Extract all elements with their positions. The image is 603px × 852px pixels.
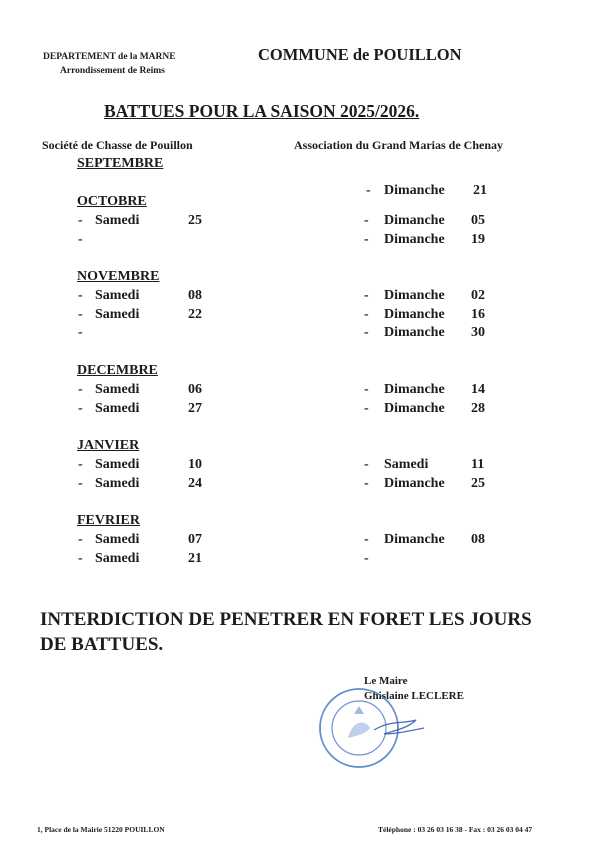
right-date: 21	[473, 183, 487, 198]
official-stamp	[312, 684, 437, 784]
right-date: 11	[471, 457, 485, 472]
right-day: Samedi	[384, 457, 429, 472]
right-day: Dimanche	[384, 532, 445, 547]
right-date: 19	[471, 231, 485, 247]
right-date: 14	[471, 382, 485, 397]
left-dash: -	[78, 325, 83, 341]
left-date: 06	[188, 382, 202, 397]
left-dash: -	[78, 400, 83, 416]
mayor-name: Ghislaine LECLERE	[364, 690, 464, 702]
left-day: Samedi	[95, 382, 140, 397]
footer-contact: Téléphone : 03 26 03 16 38 - Fax : 03 26 03 04 47	[378, 825, 533, 834]
left-date: 27	[188, 400, 202, 416]
right-dash: -	[364, 550, 369, 566]
department-label: DEPARTEMENT de la MARNE	[43, 52, 176, 62]
right-dash: -	[366, 183, 371, 198]
footer-address: 1, Place de la Mairie 51220 POUILLON	[37, 825, 165, 834]
right-day: Dimanche	[384, 400, 445, 416]
right-day: Dimanche	[384, 231, 445, 247]
left-day: Samedi	[95, 457, 140, 472]
right-dash: -	[364, 325, 369, 341]
right-date: 28	[471, 400, 485, 416]
right-dash: -	[364, 400, 369, 416]
left-dash: -	[78, 382, 83, 397]
forest-ban-notice: INTERDICTION DE PENETRER EN FORET LES JOURS DE BATTUES.	[40, 609, 532, 655]
right-day: Dimanche	[384, 183, 445, 198]
left-date: 22	[188, 306, 202, 322]
right-dash: -	[364, 532, 369, 547]
right-dash: -	[364, 288, 369, 303]
left-dash: -	[78, 231, 83, 247]
left-organization: Société de Chasse de Pouillon	[42, 138, 193, 152]
right-date: 16	[471, 306, 485, 322]
right-date: 30	[471, 325, 485, 341]
right-dash: -	[364, 382, 369, 397]
month-heading: NOVEMBRE	[77, 269, 160, 284]
right-dash: -	[364, 306, 369, 322]
right-date: 08	[471, 532, 485, 547]
right-date: 25	[471, 475, 485, 491]
left-day: Samedi	[95, 288, 140, 303]
left-day: Samedi	[95, 475, 140, 491]
right-day: Dimanche	[384, 382, 445, 397]
right-dash: -	[364, 457, 369, 472]
right-day: Dimanche	[384, 288, 445, 303]
month-heading: OCTOBRE	[77, 194, 147, 209]
left-day: Samedi	[95, 213, 140, 228]
right-date: 05	[471, 213, 485, 228]
right-dash: -	[364, 213, 369, 228]
left-date: 10	[188, 457, 202, 472]
left-date: 07	[188, 532, 202, 547]
month-heading: JANVIER	[77, 438, 140, 453]
right-day: Dimanche	[384, 306, 445, 322]
left-date: 25	[188, 213, 202, 228]
right-dash: -	[364, 231, 369, 247]
left-dash: -	[78, 550, 83, 566]
left-dash: -	[78, 306, 83, 322]
left-dash: -	[78, 213, 83, 228]
left-date: 21	[188, 550, 202, 566]
left-dash: -	[78, 288, 83, 303]
left-day: Samedi	[95, 400, 140, 416]
left-date: 08	[188, 288, 202, 303]
left-day: Samedi	[95, 550, 140, 566]
left-date: 24	[188, 475, 202, 491]
left-dash: -	[78, 532, 83, 547]
left-dash: -	[78, 457, 83, 472]
page-title: BATTUES POUR LA SAISON 2025/2026.	[104, 101, 420, 121]
right-dash: -	[364, 475, 369, 491]
right-day: Dimanche	[384, 213, 445, 228]
right-organization: Association du Grand Marias de Chenay	[294, 138, 504, 152]
right-day: Dimanche	[384, 475, 445, 491]
month-heading: SEPTEMBRE	[77, 156, 164, 171]
left-dash: -	[78, 475, 83, 491]
right-day: Dimanche	[384, 325, 445, 341]
left-day: Samedi	[95, 532, 140, 547]
arrondissement-label: Arrondissement de Reims	[60, 66, 165, 76]
left-day: Samedi	[95, 306, 140, 322]
mayor-role: Le Maire	[364, 675, 408, 687]
month-heading: DECEMBRE	[77, 363, 158, 378]
commune-title: COMMUNE de POUILLON	[258, 45, 462, 64]
month-heading: FEVRIER	[77, 513, 141, 528]
right-date: 02	[471, 288, 485, 303]
